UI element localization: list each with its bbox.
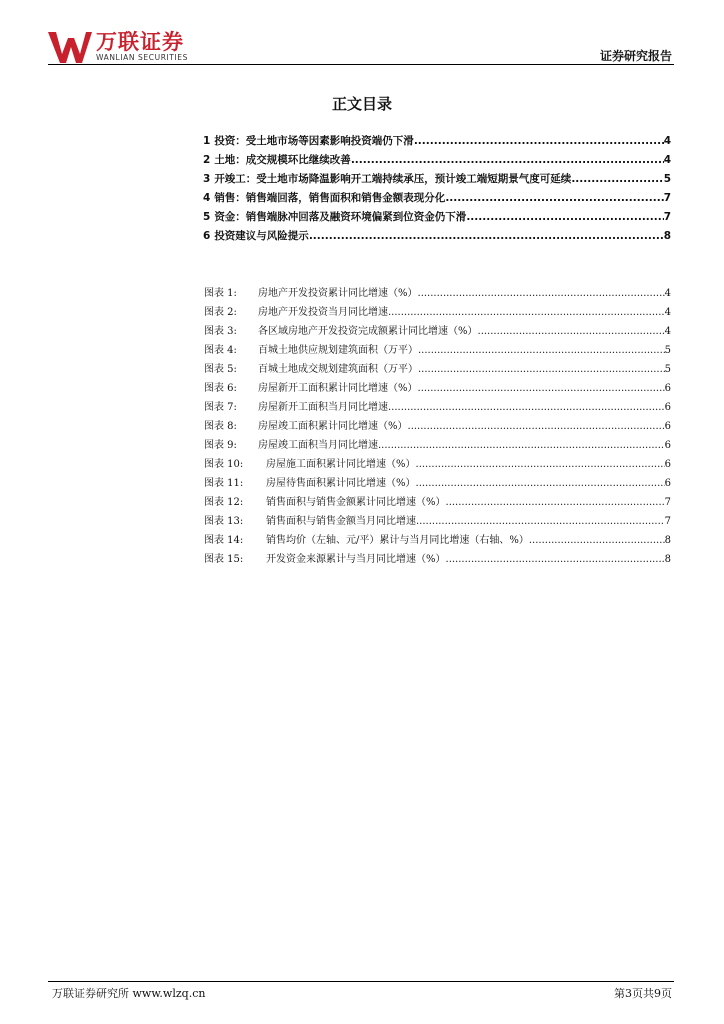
toc-item-title: 开竣工：受土地市场降温影响开工端持续承压，预计竣工端短期景气度可延续 bbox=[214, 173, 572, 185]
figure-entry[interactable] bbox=[204, 550, 671, 569]
dot-leader bbox=[478, 326, 665, 337]
figure-caption: 各区域房地产开发投资完成额累计同比增速（%） bbox=[258, 326, 478, 337]
figure-page: 6 bbox=[664, 440, 671, 451]
figure-label: 图表 5: bbox=[204, 364, 237, 375]
dot-leader bbox=[408, 421, 665, 432]
figure-page: 8 bbox=[664, 535, 671, 546]
dot-leader bbox=[529, 535, 665, 546]
figure-entry[interactable] bbox=[204, 379, 671, 398]
figure-page: 5 bbox=[664, 364, 671, 375]
figure-entry[interactable] bbox=[204, 417, 671, 436]
figure-list bbox=[204, 284, 671, 569]
dot-leader bbox=[388, 307, 665, 318]
figure-caption: 房屋新开工面积当月同比增速 bbox=[258, 402, 388, 413]
figure-page: 6 bbox=[664, 478, 671, 489]
toc-item[interactable] bbox=[203, 228, 671, 247]
figure-label: 图表 7: bbox=[204, 402, 237, 413]
toc-item-page: 5 bbox=[663, 173, 671, 185]
dot-leader bbox=[388, 402, 665, 413]
figure-label: 图表 9: bbox=[204, 440, 237, 451]
toc-item-page: 4 bbox=[663, 135, 671, 147]
figure-caption: 房屋新开工面积累计同比增速（%） bbox=[258, 383, 418, 394]
figure-label: 图表 14: bbox=[204, 535, 244, 546]
dot-leader bbox=[571, 173, 663, 185]
toc-item-title: 投资建议与风险提示 bbox=[214, 230, 309, 242]
figure-entry[interactable] bbox=[204, 436, 671, 455]
dot-leader bbox=[445, 192, 663, 204]
toc-item-page: 4 bbox=[663, 154, 671, 166]
figure-label: 图表 1: bbox=[204, 288, 237, 299]
toc-item-number: 1 bbox=[203, 135, 211, 147]
figure-label: 图表 8: bbox=[204, 421, 237, 432]
toc-item-title: 投资：受土地市场等因素影响投资端仍下滑 bbox=[214, 135, 414, 147]
figure-label: 图表 13: bbox=[204, 516, 244, 527]
figure-caption: 房地产开发投资累计同比增速（%） bbox=[258, 288, 418, 299]
figure-entry[interactable] bbox=[204, 303, 671, 322]
dot-leader bbox=[309, 230, 664, 242]
figure-entry[interactable] bbox=[204, 512, 671, 531]
toc-item-number: 4 bbox=[203, 192, 211, 204]
toc-item[interactable] bbox=[203, 171, 671, 190]
dot-leader bbox=[446, 554, 665, 565]
figure-page: 7 bbox=[664, 497, 671, 508]
figure-label: 图表 2: bbox=[204, 307, 237, 318]
dot-leader bbox=[416, 459, 665, 470]
figure-caption: 销售均价（左轴、元/平）累计与当月同比增速（右轴、%） bbox=[266, 535, 529, 546]
figure-caption: 开发资金来源累计与当月同比增速（%） bbox=[266, 554, 446, 565]
figure-caption: 销售面积与销售金额累计同比增速（%） bbox=[266, 497, 446, 508]
figure-entry[interactable] bbox=[204, 474, 671, 493]
dot-leader bbox=[414, 135, 664, 147]
figure-label: 图表 15: bbox=[204, 554, 244, 565]
footer-source: 万联证券研究所 www.wlzq.cn bbox=[52, 987, 206, 1000]
figure-entry[interactable] bbox=[204, 493, 671, 512]
dot-leader bbox=[446, 497, 665, 508]
toc-item-title: 土地：成交规模环比继续改善 bbox=[214, 154, 351, 166]
figure-caption: 销售面积与销售金额当月同比增速 bbox=[266, 516, 416, 527]
logo-chinese-name: 万联证券 bbox=[96, 30, 184, 54]
figure-label: 图表 6: bbox=[204, 383, 237, 394]
toc-item[interactable] bbox=[203, 209, 671, 228]
figure-page: 4 bbox=[664, 326, 671, 337]
figure-page: 6 bbox=[664, 383, 671, 394]
footer-divider bbox=[48, 981, 674, 982]
dot-leader bbox=[416, 516, 665, 527]
figure-entry[interactable] bbox=[204, 360, 671, 379]
figure-entry[interactable] bbox=[204, 341, 671, 360]
figure-page: 5 bbox=[664, 345, 671, 356]
header-divider bbox=[48, 64, 674, 65]
toc-title: 正文目录 bbox=[331, 95, 392, 113]
figure-page: 4 bbox=[664, 288, 671, 299]
toc-item-page: 7 bbox=[663, 211, 671, 223]
toc-item-number: 3 bbox=[203, 173, 211, 185]
dot-leader bbox=[378, 440, 665, 451]
figure-caption: 房屋待售面积累计同比增速（%） bbox=[266, 478, 416, 489]
toc-item-title: 销售：销售端回落，销售面积和销售金额表现分化 bbox=[214, 192, 446, 204]
dot-leader bbox=[418, 383, 665, 394]
figure-entry[interactable] bbox=[204, 455, 671, 474]
figure-entry[interactable] bbox=[204, 322, 671, 341]
toc-item[interactable] bbox=[203, 152, 671, 171]
wanlian-logo-icon bbox=[48, 30, 92, 64]
figure-label: 图表 3: bbox=[204, 326, 237, 337]
dot-leader bbox=[418, 288, 665, 299]
figure-page: 6 bbox=[664, 421, 671, 432]
figure-label: 图表 11: bbox=[204, 478, 244, 489]
figure-label: 图表 12: bbox=[204, 497, 244, 508]
figure-caption: 百城土地供应规划建筑面积（万平） bbox=[258, 345, 418, 356]
toc-item-number: 2 bbox=[203, 154, 211, 166]
figure-label: 图表 10: bbox=[204, 459, 244, 470]
logo-english-name: WANLIAN SECURITIES bbox=[96, 53, 189, 62]
figure-entry[interactable] bbox=[204, 284, 671, 303]
toc-item[interactable] bbox=[203, 190, 671, 209]
figure-page: 7 bbox=[664, 516, 671, 527]
figure-caption: 房屋施工面积累计同比增速（%） bbox=[266, 459, 416, 470]
dot-leader bbox=[351, 154, 664, 166]
dot-leader bbox=[418, 364, 665, 375]
figure-entry[interactable] bbox=[204, 398, 671, 417]
figure-caption: 百城土地成交规划建筑面积（万平） bbox=[258, 364, 418, 375]
toc-list bbox=[203, 133, 671, 247]
dot-leader bbox=[416, 478, 665, 489]
toc-item[interactable] bbox=[203, 133, 671, 152]
figure-label: 图表 4: bbox=[204, 345, 237, 356]
figure-caption: 房屋竣工面积累计同比增速（%） bbox=[258, 421, 408, 432]
figure-caption: 房屋竣工面积当月同比增速 bbox=[258, 440, 378, 451]
dot-leader bbox=[466, 211, 663, 223]
figure-page: 6 bbox=[664, 402, 671, 413]
page-number: 第3页共9页 bbox=[614, 987, 672, 1000]
toc-item-page: 8 bbox=[663, 230, 671, 242]
figure-page: 8 bbox=[664, 554, 671, 565]
figure-entry[interactable] bbox=[204, 531, 671, 550]
toc-item-title: 资金：销售端脉冲回落及融资环境偏紧到位资金仍下滑 bbox=[214, 211, 467, 223]
figure-page: 4 bbox=[664, 307, 671, 318]
document-type: 证券研究报告 bbox=[599, 49, 672, 63]
toc-item-page: 7 bbox=[663, 192, 671, 204]
figure-caption: 房地产开发投资当月同比增速 bbox=[258, 307, 388, 318]
toc-item-number: 5 bbox=[203, 211, 211, 223]
figure-page: 6 bbox=[664, 459, 671, 470]
company-logo bbox=[48, 30, 188, 64]
dot-leader bbox=[418, 345, 665, 356]
toc-item-number: 6 bbox=[203, 230, 211, 242]
